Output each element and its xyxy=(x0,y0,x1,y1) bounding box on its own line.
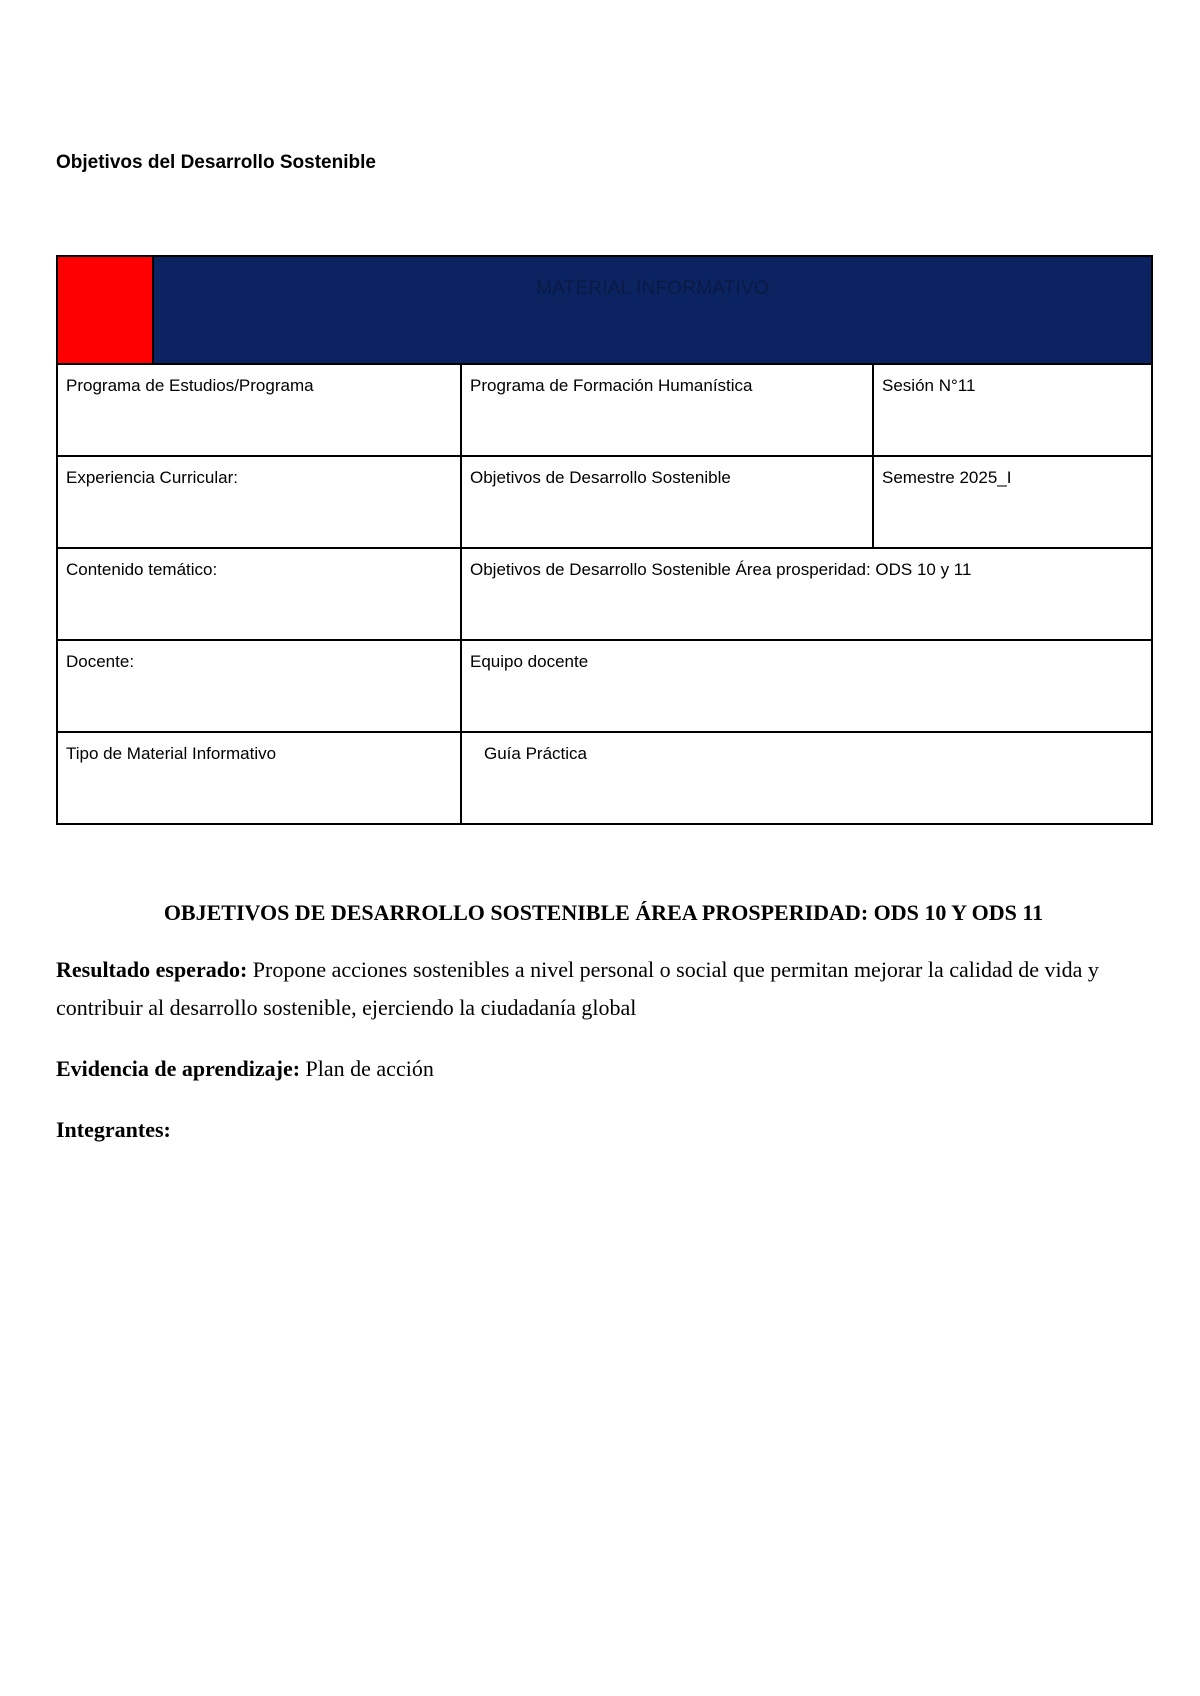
resultado-paragraph xyxy=(56,951,1151,1027)
table-row xyxy=(57,732,1152,824)
cell-label: Experiencia Curricular: xyxy=(57,456,461,548)
cell-label: Contenido temático: xyxy=(57,548,461,640)
info-table xyxy=(56,255,1153,825)
table-row xyxy=(57,548,1152,640)
cell-value: Equipo docente xyxy=(461,640,1152,732)
cell-value: Programa de Formación Humanística xyxy=(461,364,873,456)
table-row xyxy=(57,456,1152,548)
evidencia-label: Evidencia de aprendizaje: xyxy=(56,1056,301,1081)
banner-row xyxy=(57,256,1152,364)
banner-title: MATERIAL INFORMATIVO xyxy=(536,278,769,299)
evidencia-text: Plan de acción xyxy=(305,1056,434,1081)
integrantes-label: Integrantes: xyxy=(56,1117,171,1142)
integrantes-paragraph xyxy=(56,1111,1151,1149)
evidencia-paragraph xyxy=(56,1050,1151,1088)
cell-value: Objetivos de Desarrollo Sostenible xyxy=(461,456,873,548)
banner-cell xyxy=(153,256,1152,364)
document-header-title: Objetivos del Desarrollo Sostenible xyxy=(56,152,376,173)
section-title: OBJETIVOS DE DESARROLLO SOSTENIBLE ÁREA PROSPERIDAD: ODS 10 Y ODS 11 xyxy=(163,900,1044,925)
cell-label: Programa de Estudios/Programa xyxy=(57,364,461,456)
cell-value: Objetivos de Desarrollo Sostenible Área prosperidad: ODS 10 y 11 xyxy=(461,548,1152,640)
table-row xyxy=(57,640,1152,732)
resultado-label: Resultado esperado: xyxy=(56,957,248,982)
table-row xyxy=(57,364,1152,456)
cell-label: Tipo de Material Informativo xyxy=(57,732,461,824)
cell-value: Guía Práctica xyxy=(461,732,1152,824)
cell-extra: Sesión N°11 xyxy=(873,364,1152,456)
logo-block xyxy=(57,256,153,364)
resultado-text: Propone acciones sostenibles a nivel personal o social que permitan mejorar la calidad de vida y contribuir al desarrollo sostenible, ejerciendo la ciudadanía global xyxy=(56,957,1099,1020)
cell-label: Docente: xyxy=(57,640,461,732)
cell-extra: Semestre 2025_I xyxy=(873,456,1152,548)
